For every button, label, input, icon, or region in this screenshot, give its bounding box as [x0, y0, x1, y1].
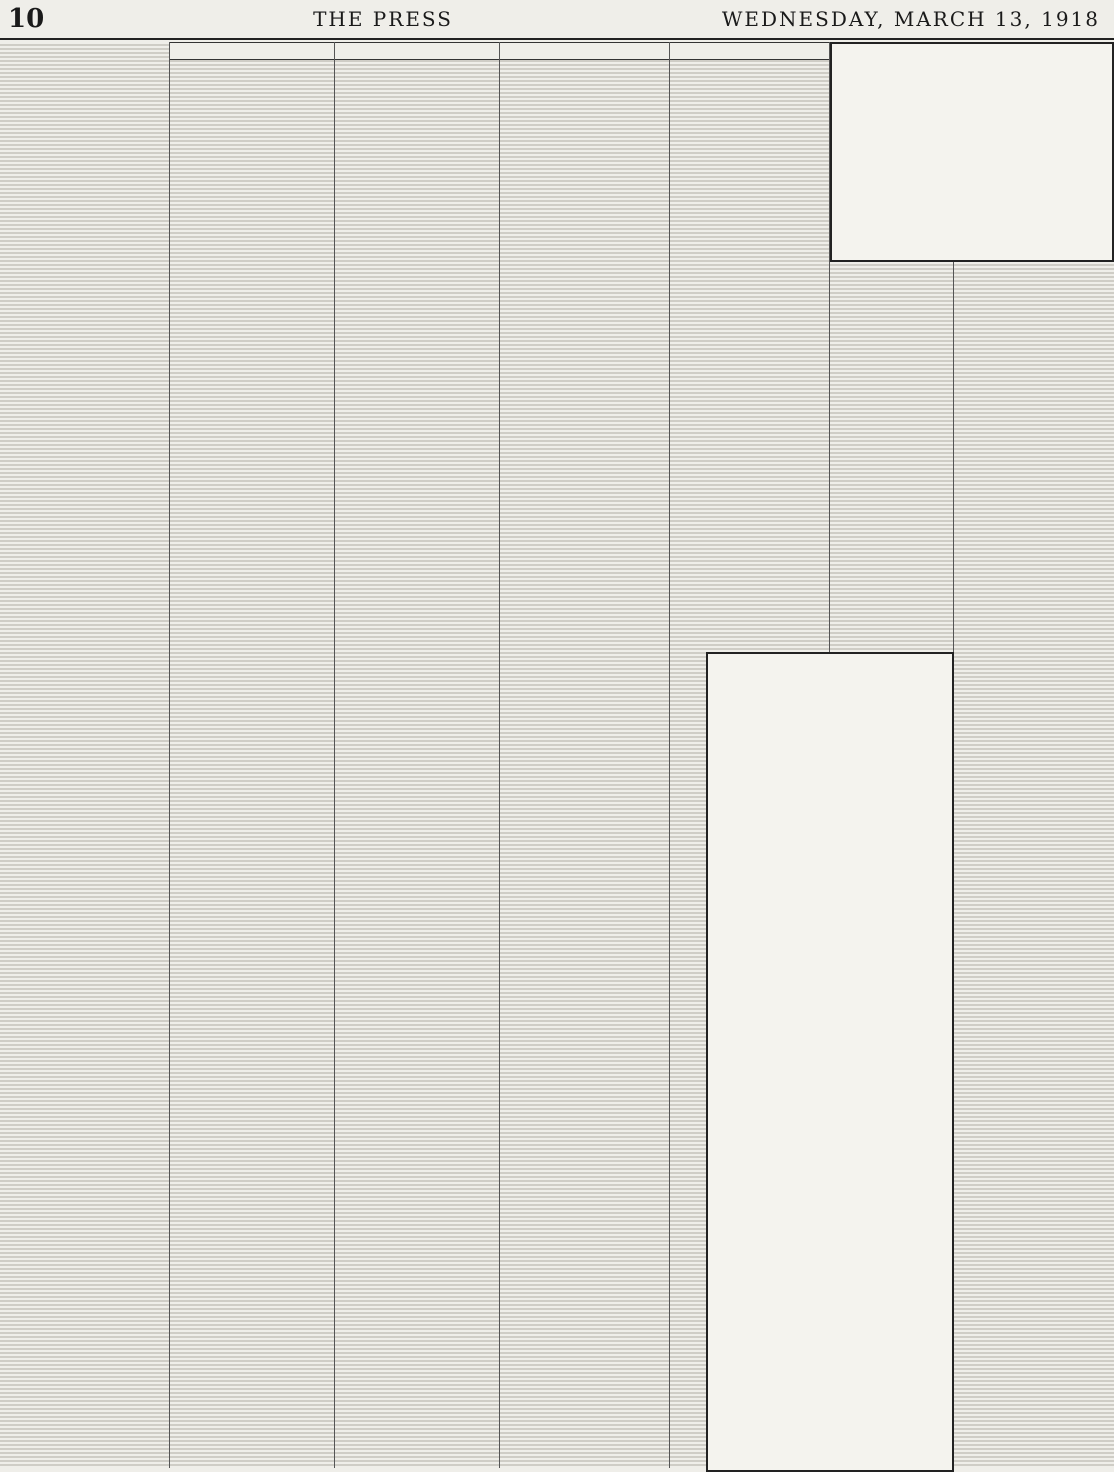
column-header: [335, 42, 499, 60]
column-2: [170, 42, 335, 1468]
masthead: [0, 0, 1114, 40]
column-3: [335, 42, 500, 1468]
date-line: WEDNESDAY, MARCH 13, 1918: [721, 7, 1100, 31]
column-4: [500, 42, 670, 1468]
column-header: [500, 42, 669, 60]
boot-stock-advertisement: [706, 652, 954, 1472]
column-7: [954, 42, 1114, 1468]
page-number: 10: [8, 4, 45, 34]
newspaper-columns: [0, 42, 1114, 1468]
column-header: [170, 42, 334, 60]
first-aid-advertisement: [830, 42, 1114, 262]
column-header: [670, 42, 829, 60]
column-1: [0, 42, 170, 1468]
paper-name: THE PRESS: [313, 7, 453, 31]
